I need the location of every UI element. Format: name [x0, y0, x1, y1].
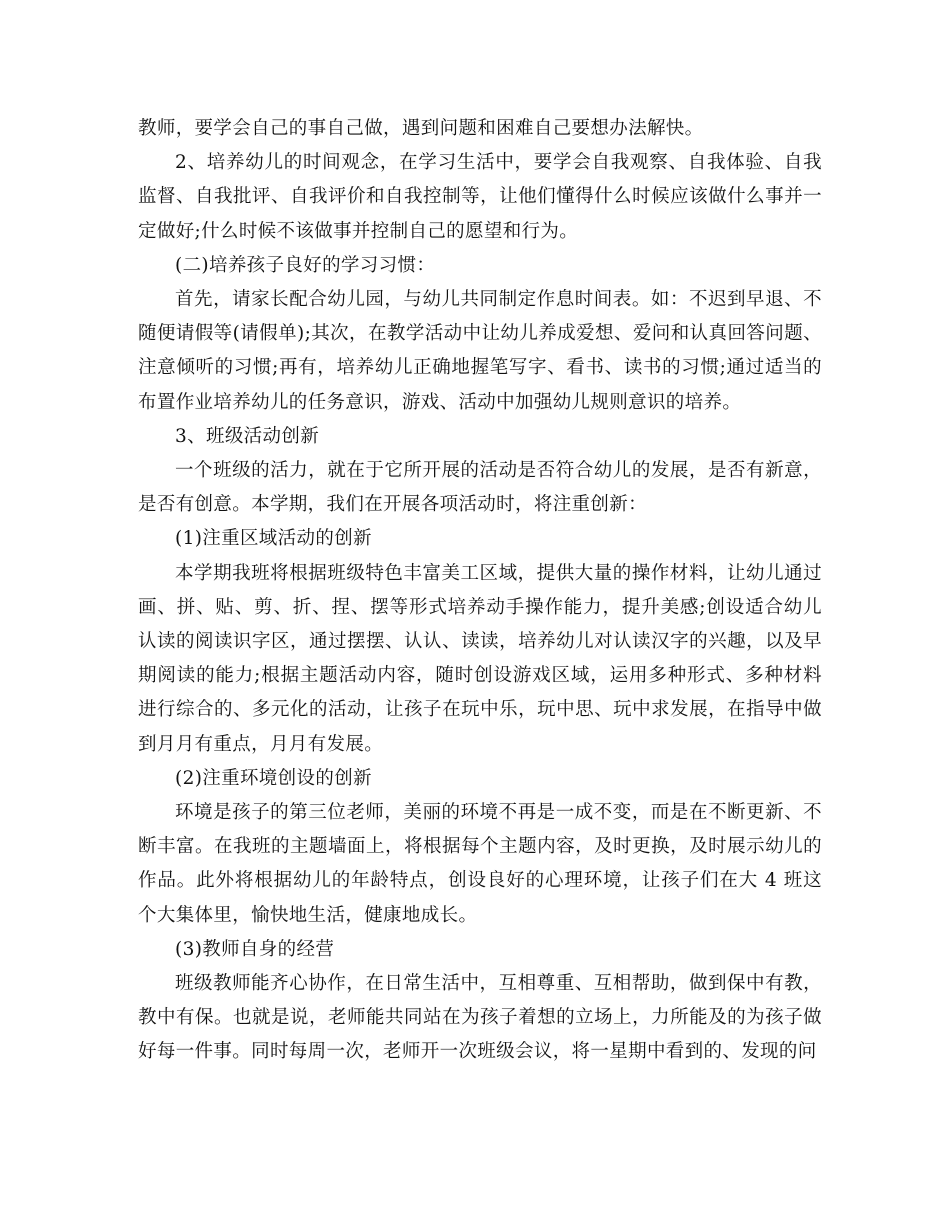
paragraph-class-vitality: 一个班级的活力，就在于它所开展的活动是否符合幼儿的发展，是否有新意，是否有创意。本学期，我们在开展各项活动时，将注重创新：	[138, 460, 822, 516]
document-body	[138, 112, 822, 1070]
heading-area-activity: (1)注重区域活动的创新	[175, 528, 372, 550]
paragraph-time-concept: 2、培养幼儿的时间观念，在学习生活中，要学会自我观察、自我体验、自我监督、自我批评、自我评价和自我控制等，让他们懂得什么时候应该做什么事并一定做好;什么时候不该做事并控制自己的愿望和行为。	[138, 152, 822, 242]
heading-teacher-management: (3)教师自身的经营	[175, 938, 335, 960]
paragraph-teacher-management: 班级教师能齐心协作，在日常生活中，互相尊重、互相帮助，做到保中有教，教中有保。也就是说，老师能共同站在为孩子着想的立场上，力所能及的为孩子做好每一件事。同时每周一次，老师开一次班级会议，将一星期中看到的、发现的问	[138, 973, 822, 1063]
heading-class-activity-innovation: 3、班级活动创新	[175, 425, 320, 447]
paragraph-environment: 环境是孩子的第三位老师，美丽的环境不再是一成不变，而是在不断更新、不断丰富。在我班的主题墙面上，将根据每个主题内容，及时更换，及时展示幼儿的作品。此外将根据幼儿的年龄特点，创设良好的心理环境，让孩子们在大 4 班这个大集体里，愉快地生活，健康地成长。	[138, 802, 822, 926]
paragraph-area-activity: 本学期我班将根据班级特色丰富美工区域，提供大量的操作材料，让幼儿通过画、拼、贴、剪、折、捏、摆等形式培养动手操作能力，提升美感;创设适合幼儿认读的阅读识字区，通过摆摆、认认、读读，培养幼儿对认读汉字的兴趣，以及早期阅读的能力;根据主题活动内容，随时创设游戏区域，运用多种形式、多种材料进行综合的、多元化的活动，让孩子在玩中乐，玩中思、玩中求发展，在指导中做到月月有重点，月月有发展。	[138, 562, 822, 755]
paragraph-continuation: 教师，要学会自己的事自己做，遇到问题和困难自己要想办法解快。	[138, 118, 704, 139]
heading-study-habits: (二)培养孩子良好的学习习惯：	[175, 254, 436, 276]
paragraph-study-habits: 首先，请家长配合幼儿园，与幼儿共同制定作息时间表。如：不迟到早退、不随便请假等(请假单);其次，在教学活动中让幼儿养成爱想、爱问和认真回答问题、注意倾听的习惯;再有，培养幼儿正确地握笔写字、看书、读书的习惯;通过适当的布置作业培养幼儿的任务意识，游戏、活动中加强幼儿规则意识的培养。	[138, 289, 822, 413]
heading-environment: (2)注重环境创设的创新	[175, 767, 372, 789]
